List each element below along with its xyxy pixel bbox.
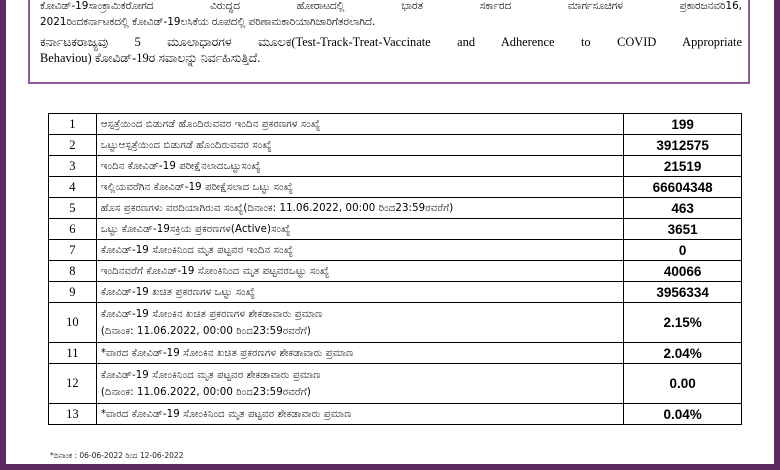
description-line: ಕೋವಿಡ್-19 ಸೋಂಕಿನ ಖಚಿತ ಪ್ರಕರಣಗಳ ಶೇಕಡಾವಾರು ಪ್ರಮಾಣ [100,308,323,320]
row-value: 40066 [624,261,742,282]
description-line: ಹೊಸ ಪ್ರಕರಣಗಳು ವರದಿಯಾಗಿರುವ ಸಂಖ್ಯೆ(ದಿನಾಂಕ: 11.06.2022, 00:00 ರಿಂದ23:59ರವರೆಗೆ) [100,202,454,214]
row-value: 0.04% [624,404,742,425]
table-row [49,343,742,364]
row-description [96,219,623,240]
table-row [49,198,742,219]
notice-text: ಕೋವಿಡ್-19ಸಾಂಕ್ರಾಮಿಕರೋಗದ [40,0,154,12]
notice-box [28,0,750,84]
row-description [96,114,623,135]
row-value: 66604348 [624,177,742,198]
row-number: 10 [49,303,97,343]
description-line: ಕೋವಿಡ್-19 ಸೋಂಕಿನಿಂದ ಮೃತ ಪಟ್ಟವರ ಶೇಕಡಾವಾರು ಪ್ರಮಾಣ [100,369,321,381]
table-row [49,219,742,240]
row-description [96,261,623,282]
row-description [96,404,623,425]
row-description [96,364,623,404]
row-number: 3 [49,156,97,177]
description-line: ಒಟ್ಟುಆಸ್ಪತ್ರೆಯಿಂದ ಬಿಡುಗಡೆ ಹೊಂದಿರುವವರ ಸಂಖ್ಯೆ [100,139,272,151]
row-description [96,135,623,156]
description-line: *ವಾರದ ಕೋವಿಡ್-19 ಸೋಂಕಿನಿಂದ ಮೃತ ಪಟ್ಟವರ ಶೇಕಡಾವಾರು ಪ್ರಮಾಣ [100,408,352,420]
description-line: ಕೋವಿಡ್-19 ಖಚಿತ ಪ್ರಕರಣಗಳ ಒಟ್ಟು ಸಂಖ್ಯೆ [100,286,256,298]
notice-line-3: ಕರ್ನಾಟಕರಾಜ್ಯವು 5 ಮೂಲಾಧಾರಗಳ ಮೂಲಕ(Test-Track-Treat-Vaccinate and Adherence to COVID Appropriate [40,35,742,49]
notice-text: ಭಾರತ [401,0,423,12]
row-description [96,198,623,219]
row-value: 3956334 [624,282,742,303]
row-number: 13 [49,404,97,425]
table-row [49,156,742,177]
row-description [96,177,623,198]
table-row [49,364,742,404]
row-value: 3651 [624,219,742,240]
row-number: 4 [49,177,97,198]
row-number: 12 [49,364,97,404]
row-number: 5 [49,198,97,219]
table-row [49,404,742,425]
table-row [49,177,742,198]
row-description [96,303,623,343]
table-row [49,282,742,303]
description-line: *ವಾರದ ಕೋವಿಡ್-19 ಸೋಂಕಿನ ಖಚಿತ ಪ್ರಕರಣಗಳ ಶೇಕಡಾವಾರು ಪ್ರಮಾಣ [100,347,354,359]
table-row [49,240,742,261]
notice-text: ಸರ್ಕಾರದ [479,0,512,12]
covid-stats-body [49,114,742,425]
footnote: *ದಿನಾಂಕ : 06-06-2022 ರಿಂದ 12-06-2022 [50,451,184,460]
description-line: ಇಲ್ಲಿಯವರೆಗಿನ ಕೋವಿಡ್-19 ಪರೀಕ್ಷೆಸಲಾದ ಒಟ್ಟು ಸಂಖ್ಯೆ [100,181,293,193]
description-line: ಆಸ್ಪತ್ರೆಯಿಂದ ಬಿಡುಗಡೆ ಹೊಂದಿರುವವರ ಇಂದಿನ ಪ್ರಕರಣಗಳ ಸಂಖ್ಯೆ [100,118,321,130]
row-description [96,282,623,303]
notice-text: ವಿರುದ್ಧದ [210,0,240,12]
description-line: ಇಂದಿನ ಕೋವಿಡ್-19 ಪರೀಕ್ಷೆನಲಾದಒಟ್ಟುಸಂಖ್ಯೆ [100,160,261,172]
notice-line-2: 2021ರಿಂದಕರ್ನಾಟಕದಲ್ಲಿ ಕೋವಿಡ್-19ಲಸಿಕೆಯ ರೂಪದಲ್ಲಿ ಪರಿಣಾಮಕಾರಿಯಾಗಿಜಾರಿಗೆತರಲಾಗಿದೆ. [40,16,376,28]
notice-text: ಪ್ರಕಾರಜನವರಿ16, [679,0,742,12]
description-line: ಇಂದಿನವರೆಗೆ ಕೋವಿಡ್-19 ಸೋಂಕಿನಿಂದ ಮೃತ ಪಟ್ಟವರಒಟ್ಟು ಸಂಖ್ಯೆ [100,265,330,277]
row-value: 463 [624,198,742,219]
row-description [96,240,623,261]
notice-text: ಹೋರಾಟದಲ್ಲಿ [296,0,345,12]
row-value: 21519 [624,156,742,177]
row-number: 11 [49,343,97,364]
description-line: (ದಿನಾಂಕ: 11.06.2022, 00:00 ರಿಂದ23:59ರವರೆಗೆ) [100,325,311,337]
row-description [96,156,623,177]
row-description [96,343,623,364]
row-value: 2.04% [624,343,742,364]
table-row [49,135,742,156]
table-row [49,303,742,343]
row-value: 2.15% [624,303,742,343]
description-line: ಕೋವಿಡ್-19 ಸೋಂಕಿನಿಂದ ಮೃತ ಪಟ್ಟವರ ಇಂದಿನ ಸಂಖ್ಯೆ [100,244,294,256]
row-number: 8 [49,261,97,282]
row-value: 0 [624,240,742,261]
notice-text: ಮಾರ್ಗಸೂಚಿಗಳ [567,0,623,12]
row-value: 199 [624,114,742,135]
row-number: 7 [49,240,97,261]
table-row [49,261,742,282]
row-number: 6 [49,219,97,240]
description-line: ಒಟ್ಟು ಕೋವಿಡ್-19ಸಕ್ರಿಯ ಪ್ರಕರಣಗಳ(Active)ಸಂಖ್ಯೆ [100,223,291,235]
table-row [49,114,742,135]
row-value: 3912575 [624,135,742,156]
notice-line-1 [40,0,742,14]
row-value: 0.00 [624,364,742,404]
row-number: 2 [49,135,97,156]
description-line: (ದಿನಾಂಕ: 11.06.2022, 00:00 ರಿಂದ23:59ರವರೆಗೆ) [100,386,311,398]
row-number: 1 [49,114,97,135]
row-number: 9 [49,282,97,303]
notice-line-4: Behaviou) ಕೋವಿಡ್-19ರ ಸವಾಲನ್ನು ನಿರ್ವಹಿಸುತ್ತಿದೆ. [40,51,261,65]
covid-stats-table [48,113,742,425]
